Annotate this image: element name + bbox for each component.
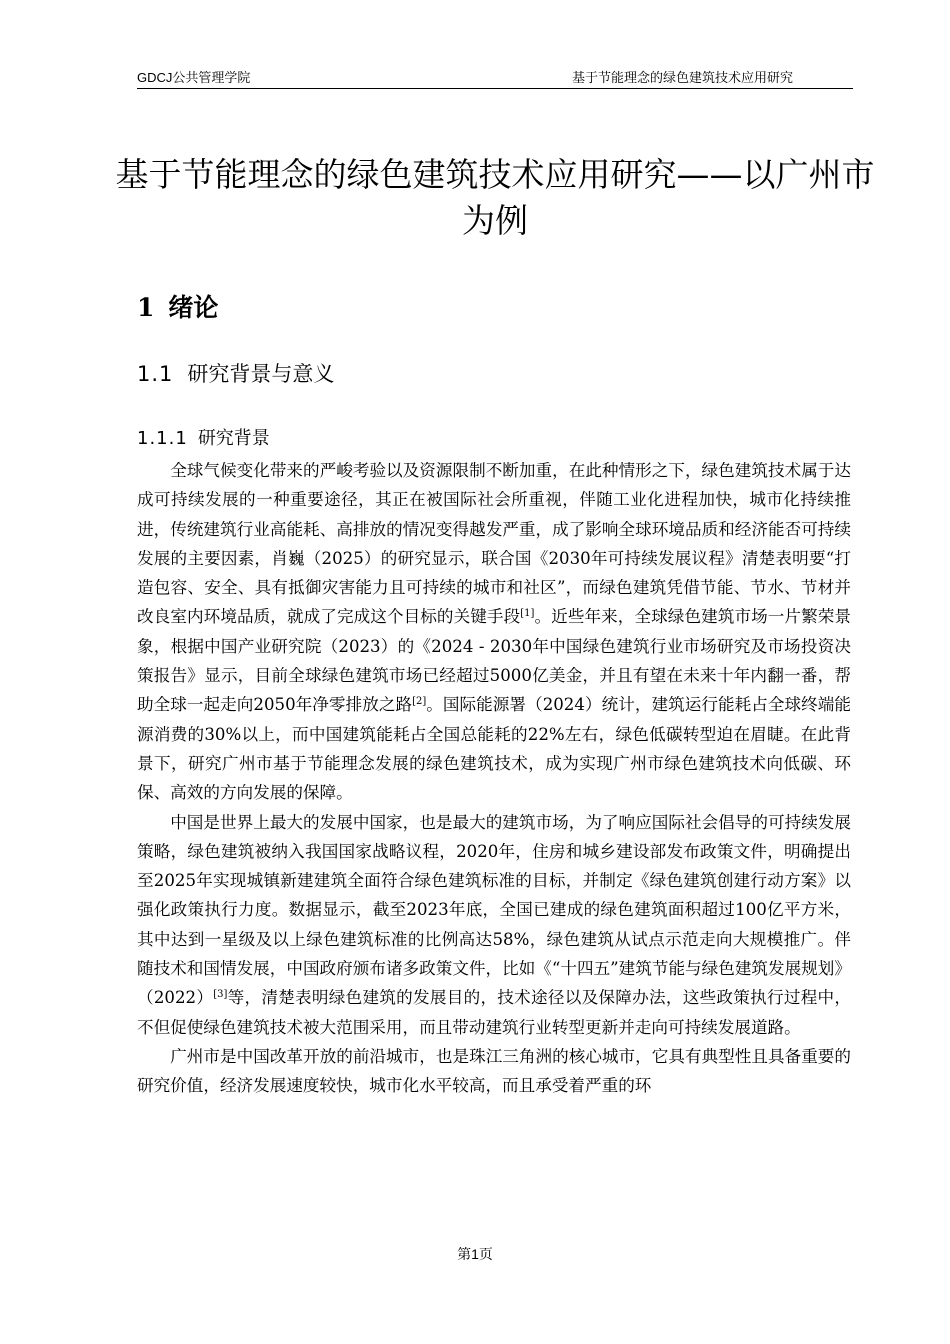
citation-ref[interactable]: [1]	[520, 608, 535, 620]
subsubsection-title: 研究背景	[197, 428, 270, 449]
paragraph-text: 广州市是中国改革开放的前沿城市，也是珠江三角洲的核心城市，它具有典型性且具备重要的研究价值，经济发展速度较快，城市化水平较高，而且承受着严重的环	[137, 1046, 851, 1096]
citation-ref[interactable]: [2]	[412, 696, 427, 708]
section-title: 绪论	[168, 293, 219, 322]
subsubsection-number: 1.1.1	[137, 428, 188, 449]
header-institution: GDCJ公共管理学院	[137, 70, 251, 85]
paragraph-text: 等，清楚表明绿色建筑的发展目的，技术途径以及保障办法，这些政策执行过程中，不但促使绿色建筑技术被大范围采用，而且带动建筑行业转型更新并走向可持续发展道路。	[137, 988, 851, 1037]
header-running-title: 基于节能理念的绿色建筑技术应用研究	[571, 70, 793, 85]
paragraph-text: 中国是世界上最大的发展中国家，也是最大的建筑市场，为了响应国际社会倡导的可持续发展策略，绿色建筑被纳入我国国家战略议程，2020年，住房和城乡建设部发布政策文件，明确提出至2025年实现城镇新建建筑全面符合绿色建筑标准的目标，并制定《绿色建筑创建行动方案》以强化政策执行力度。数据显示，截至2023年底，全国已建成的绿色建筑面积超过100亿平方米，其中达到一星级及以上绿色建筑标准的比例高达58%，绿色建筑从试点示范走向大规模推广。伴随技术和国情发展，中国政府颁布诸多政策文件，比如《“十四五”建筑节能与绿色建筑发展规划》（2022）	[137, 812, 851, 1008]
subsubsection-heading	[137, 425, 270, 453]
document-title: 基于节能理念的绿色建筑技术应用研究——以广州市为例	[115, 155, 875, 240]
paragraph-3	[137, 1042, 851, 1101]
citation-ref[interactable]: [3]	[213, 989, 228, 1001]
subsection-title: 研究背景与意义	[187, 362, 335, 386]
section-heading	[137, 290, 218, 326]
page-number: 第1页	[457, 1246, 493, 1262]
paragraph-2	[137, 808, 851, 1042]
paragraph-text: 。近些年来，全球绿色建筑市场一片繁荣景象，根据中国产业研究院（2023）的《2024 - 2030年中国绿色建筑行业市场研究及市场投资决策报告》显示，目前全球绿色建筑市场已经超过5000亿美金，并且有望在未来十年内翻一番，帮助全球一起走向2050年净零排放之路	[137, 607, 852, 715]
page-header	[137, 68, 853, 89]
subsection-heading	[137, 358, 334, 390]
paragraph-text: 。国际能源署（2024）统计，建筑运行能耗占全球终端能源消费的30%以上，而中国建筑能耗占全国总能耗的22%左右，绿色低碳转型迫在眉睫。在此背景下，研究广州市基于节能理念发展的绿色建筑技术，成为实现广州市绿色建筑技术向低碳、环保、高效的方向发展的保障。	[137, 695, 851, 803]
section-number: 1	[137, 293, 155, 322]
paragraph-1	[137, 456, 851, 808]
subsection-number: 1.1	[137, 362, 174, 386]
body-text	[137, 456, 851, 1101]
paragraph-text: 全球气候变化带来的严峻考验以及资源限制不断加重，在此种情形之下，绿色建筑技术属于达成可持续发展的一种重要途径，其正在被国际社会所重视，伴随工业化进程加快，城市化持续推进，传统建筑行业高能耗、高排放的情况变得越发严重，成了影响全球环境品质和经济能否可持续发展的主要因素，肖巍（2025）的研究显示，联合国《2030年可持续发展议程》清楚表明要“打造包容、安全、具有抵御灾害能力且可持续的城市和社区”，而绿色建筑凭借节能、节水、节材并改良室内环境品质，就成了完成这个目标的关键手段	[137, 461, 851, 627]
